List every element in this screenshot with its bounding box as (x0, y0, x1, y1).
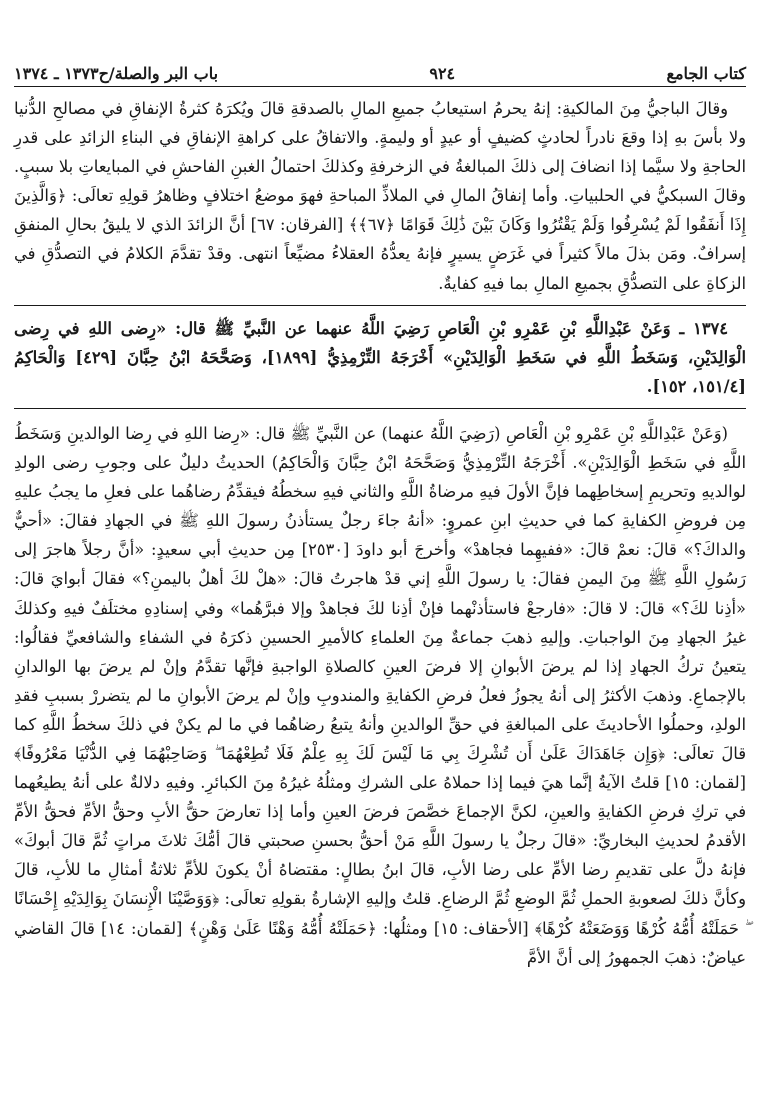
page-number: ٩٢٤ (429, 63, 456, 83)
section-divider (14, 408, 746, 409)
commentary-paragraph: وقالَ الباجيُّ مِنَ المالكيةِ: إنهُ يحرمُ استيعابُ جميعِ المالِ بالصدقةِ قالَ ويُكرَهُ كثرةُ الإنفاقِ في مصالحِ الدُّنيا ولا بأسَ بهِ إذا وقعَ نادراً لحادثٍ كضيفٍ أو عيدٍ أو وليمةٍ. والاتفاقُ على كراهةِ الإنفاقِ في البناءِ الزائدِ على قدرِ الحاجةِ ولا سيَّما إذا انضافَ إلى ذلكَ المبالغةُ في الزخرفةِ وكذلكَ احتمالُ الغبنِ الفاحشِ في المبايعاتِ بلا سببٍ. وقالَ السبكيُّ في الحلبياتِ. وأما إنفاقُ المالِ في الملاذِّ المباحةِ فهوَ موضعُ اختلافٍ وظاهرُ قولِهِ تعالَى: ﴿وَالَّذِينَ إِذَا أَنفَقُوا لَمْ يُسْرِفُوا وَلَمْ يَقْتُرُوا وَكَانَ بَيْنَ ذَٰلِكَ قَوَامًا ﴿٦٧﴾﴾ [الفرقان: ٦٧] أنَّ الزائدَ الذي لا يليقُ بحالِ المنفقِ إسرافٌ. ومَن بذلَ مالاً كثيراً في غَرَضٍ يسيرٍ فإنهُ يعدُّهُ العقلاءُ مضيِّعاً انتهى. وقدْ تقدَّمَ الكلامُ في التصدُّقِ في الزكاةِ على التصدُّقِ بجميعِ المالِ بما فيهِ كفايةٌ. (14, 99, 747, 293)
book-title: كتاب الجامع (666, 63, 746, 83)
hadith-number: ١٣٧٤ (693, 318, 728, 338)
hadith-text: ـ وَعَنْ عَبْدِاللَّهِ بْنِ عَمْرِو بْنِ الْعَاصِ رَضِيَ اللَّهُ عنهما عن النَّبيِّ ﷺ قال: «رِضى اللهِ في رِضى الْوَالِدَيْنِ، وَسَخَطُ اللَّهِ في سَخَطِ الْوَالِدَيْنِ» أَخْرَجَهُ التِّرْمِذِيُّ [١٨٩٩]، وَصَحَّحَهُ ابْنُ حِبَّانَ [٤٢٩] وَالْحَاكِمُ [١٥١/٤، ١٥٢]. (14, 318, 746, 396)
page-body (14, 94, 746, 972)
header-divider (14, 86, 746, 87)
chapter-reference: باب البر والصلة/ح١٣٧٣ ـ ١٣٧٤ (14, 63, 219, 83)
section-divider (14, 305, 746, 306)
commentary-paragraph: (وَعَنْ عَبْدِاللَّهِ بْنِ عَمْرِو بْنِ الْعَاصِ (رَضِيَ اللَّهُ عنهما) عن النَّبيِّ ﷺ قال: «رِضا اللهِ في رِضا الوالدينِ وَسَخَطُ اللَّهِ في سَخَطِ الْوَالِدَيْنِ». أَخْرَجَهُ التِّرْمِذِيُّ وَصَحَّحَهُ ابْنُ حِبَّانَ وَالْحَاكِمُ) الحديثُ دليلٌ على وجوبِ رضى الولدِ لوالديهِ وتحريمِ إسخاطِهما فإنَّ الأولَ فيهِ مرضاةُ اللَّهِ والثاني فيهِ سخطُهُ فيقدِّمُ رضاهُما على فعلِ ما يجبُ عليهِ مِن فروضِ الكفايةِ كما في حديثِ ابنِ عمروٍ: «أنهُ جاءَ رجلٌ يستأذنُ رسولَ اللهِ ﷺ في الجهادِ فقالَ: «أحيٌّ والداكَ؟» قالَ: نعمْ قالَ: «ففيهِما فجاهدْ» وأخرجَ أبو داودَ [٢٥٣٠] مِن حديثِ أبي سعيدٍ: «أنَّ رجلاً هاجرَ إلى رَسُولِ اللَّهِ ﷺ مِنَ اليمنِ فقالَ: يا رسولَ اللَّهِ إني قدْ هاجرتُ قالَ: «هلْ لكَ أهلٌ باليمنِ؟» فقالَ أبوايَ قالَ: «أذِنا لكَ؟» قالَ: لا قالَ: «فارجعْ فاستأذنْهما فإنْ أذِنا لكَ فجاهدْ وإلا فبرَّهُما» وفي إسنادِهِ مختلَفٌ فيهِ وكذلكَ غيرُ الجهادِ مِنَ الواجباتِ. وإليهِ ذهبَ جماعةٌ مِنَ العلماءِ كالأميرِ الحسينِ ذكرَهُ في الشفاءِ والشافعيِّ فقالُوا: يتعينُ تركُ الجهادِ إذا لم يرضَ الأبوانِ إلا فرضَ العينِ كالصلاةِ الواجبةِ فإنَّها تقدَّمُ وإنْ لم يرضَ بها الوالدانِ بالإجماعِ. وذهبَ الأكثرُ إلى أنهُ يجوزُ فعلُ فرضِ الكفايةِ والمندوبِ وإنْ لم يرضَ الأبوانِ ما لم يتضررْ بسببِ فقدِ الولدِ، وحملُوا الأحاديثَ على المبالغةِ في حقِّ الوالدينِ وأنهُ يتبعُ رضاهُما في ما لم يكنْ في ذلكَ سخطُ اللَّهِ كما قالَ تعالَى: ﴿وَإِن جَاهَدَاكَ عَلَىٰ أَن تُشْرِكَ بِي مَا لَيْسَ لَكَ بِهِ عِلْمٌ فَلَا تُطِعْهُمَا ۖ وَصَاحِبْهُمَا فِي الدُّنْيَا مَعْرُوفًا﴾ [لقمان: ١٥] قلتُ الآيةُ إنَّما هيَ فيما إذا حملاهُ على الشركِ ومثلُهُ غيرُهُ مِنَ الكبائرِ. وفيهِ دلالةٌ على أنهُ يطيعُهما في تركِ فرضِ الكفايةِ والعينِ، لكنَّ الإجماعَ خصَّصَ فرضَ العينِ وأما إذا تعارضَ حقُّ الأبِ وحقُّ الأمِّ فحقُّ الأمِّ الأقدمُ لحديثِ البخاريِّ: «قالَ رجلٌ يا رسولَ اللَّهِ مَنْ أحقُّ بحسنِ صحبتي قالَ أمُّكَ ثلاثَ مراتٍ ثُمَّ قالَ أبوكَ» فإنهُ دلَّ على تقديمِ رضا الأمِّ على رضا الأبِ، قالَ ابنُ بطالٍ: مقتضاهُ أنْ يكونَ للأمِّ ثلاثةُ أمثالِ ما للأبِ، قالَ وكأنَّ ذلكَ لصعوبةِ الحملِ ثُمَّ الوضعِ ثُمَّ الرضاعِ. قلتُ وإليهِ الإشارةُ بقولِهِ تعالَى: ﴿وَوَصَّيْنَا الْإِنسَانَ بِوَالِدَيْهِ إِحْسَانًا ۖ حَمَلَتْهُ أُمُّهُ كُرْهًا وَوَضَعَتْهُ كُرْهًا﴾ [الأحقاف: ١٥] ومثلُها: ﴿حَمَلَتْهُ أُمُّهُ وَهْنًا عَلَىٰ وَهْنٍ﴾ [لقمان: ١٤] قالَ القاضي عياضٌ: ذهبَ الجمهورُ إلى أنَّ الأمَّ (14, 423, 747, 967)
hadith-entry (14, 314, 746, 401)
page-header (14, 60, 746, 86)
